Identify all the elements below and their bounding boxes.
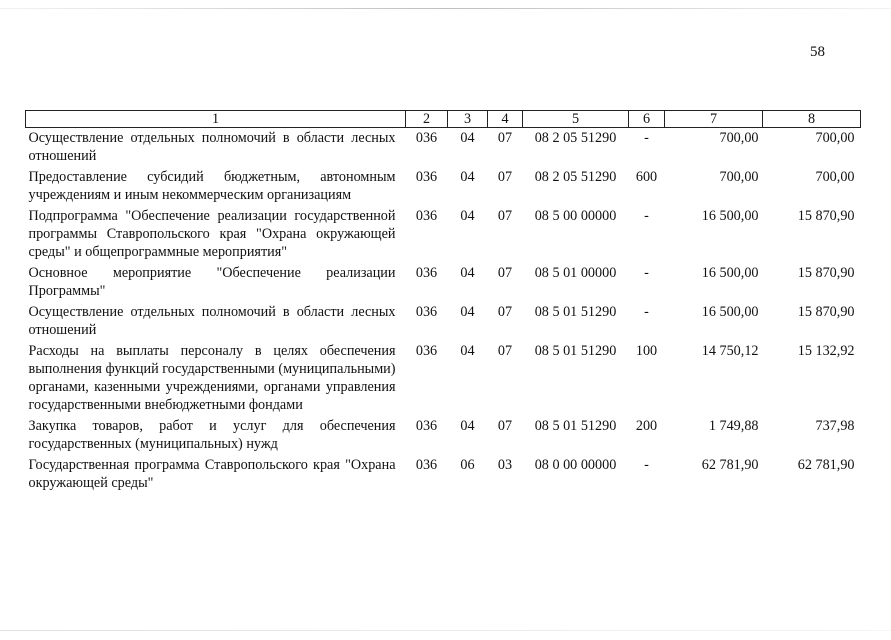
header-col-1: 1 bbox=[26, 111, 406, 128]
scan-edge-bottom bbox=[0, 630, 891, 631]
expense-type-code: - bbox=[644, 304, 649, 320]
table-row bbox=[26, 263, 861, 302]
section-code: 04 bbox=[460, 169, 475, 185]
amount-col-7: 14 750,12 bbox=[701, 343, 759, 359]
header-col-6: 6 bbox=[629, 111, 665, 128]
table-row bbox=[26, 416, 861, 455]
section-code: 04 bbox=[460, 208, 475, 224]
target-article-code: 08 5 00 00000 bbox=[534, 208, 617, 224]
header-col-4: 4 bbox=[488, 111, 523, 128]
table-row bbox=[26, 128, 861, 168]
page-number: 58 bbox=[810, 44, 825, 60]
item-name: Закупка товаров, работ и услуг для обеспечения государственных (муниципальных) нужд bbox=[28, 418, 396, 452]
target-article-code: 08 5 01 51290 bbox=[534, 418, 617, 434]
ministry-code: 036 bbox=[415, 169, 438, 185]
ministry-code: 036 bbox=[415, 343, 438, 359]
expense-type-code: 100 bbox=[635, 343, 658, 359]
ministry-code: 036 bbox=[415, 130, 438, 146]
subsection-code: 07 bbox=[497, 418, 513, 434]
ministry-code: 036 bbox=[415, 265, 438, 281]
amount-col-8: 737,98 bbox=[815, 418, 855, 434]
amount-col-8: 15 870,90 bbox=[797, 265, 855, 281]
section-code: 04 bbox=[460, 304, 475, 320]
amount-col-7: 16 500,00 bbox=[701, 304, 759, 320]
target-article-code: 08 5 01 00000 bbox=[534, 265, 617, 281]
header-col-7: 7 bbox=[665, 111, 763, 128]
expense-type-code: 200 bbox=[635, 418, 658, 434]
expense-type-code: - bbox=[644, 457, 649, 473]
item-name: Расходы на выплаты персоналу в целях обеспечения выполнения функций государственными (муниципальными) органами, казенными учреждениями, органами управления государственными внебюджетными фондами bbox=[28, 343, 396, 413]
amount-col-7: 16 500,00 bbox=[701, 265, 759, 281]
ministry-code: 036 bbox=[415, 304, 438, 320]
section-code: 04 bbox=[460, 130, 475, 146]
amount-col-8: 15 870,90 bbox=[797, 208, 855, 224]
table-body bbox=[26, 128, 861, 495]
target-article-code: 08 5 01 51290 bbox=[534, 343, 617, 359]
item-name: Основное мероприятие "Обеспечение реализации Программы" bbox=[28, 265, 396, 299]
amount-col-7: 62 781,90 bbox=[701, 457, 759, 473]
header-col-5: 5 bbox=[523, 111, 629, 128]
section-code: 04 bbox=[460, 418, 475, 434]
header-col-3: 3 bbox=[448, 111, 488, 128]
subsection-code: 07 bbox=[497, 130, 513, 146]
target-article-code: 08 5 01 51290 bbox=[534, 304, 617, 320]
table-header bbox=[26, 111, 861, 128]
item-name: Государственная программа Ставропольского края "Охрана окружающей среды" bbox=[28, 457, 396, 491]
amount-col-7: 1 749,88 bbox=[708, 418, 759, 434]
item-name: Осуществление отдельных полномочий в области лесных отношений bbox=[28, 130, 396, 164]
header-col-2: 2 bbox=[406, 111, 448, 128]
amount-col-8: 15 132,92 bbox=[797, 343, 855, 359]
amount-col-7: 700,00 bbox=[719, 130, 759, 146]
amount-col-7: 700,00 bbox=[719, 169, 759, 185]
table-row bbox=[26, 341, 861, 416]
subsection-code: 07 bbox=[497, 343, 513, 359]
subsection-code: 07 bbox=[497, 169, 513, 185]
amount-col-7: 16 500,00 bbox=[701, 208, 759, 224]
ministry-code: 036 bbox=[415, 208, 438, 224]
table-row bbox=[26, 302, 861, 341]
amount-col-8: 15 870,90 bbox=[797, 304, 855, 320]
item-name: Предоставление субсидий бюджетным, автономным учреждениям и иным некоммерческим организациям bbox=[28, 169, 396, 203]
subsection-code: 07 bbox=[497, 265, 513, 281]
section-code: 04 bbox=[460, 265, 475, 281]
item-name: Подпрограмма "Обеспечение реализации государственной программы Ставропольского края "Охрана окружающей среды" и общепрограммные мероприятия" bbox=[28, 208, 396, 260]
expense-type-code: - bbox=[644, 208, 649, 224]
expense-type-code: 600 bbox=[635, 169, 658, 185]
header-row bbox=[26, 111, 861, 128]
table-row bbox=[26, 167, 861, 206]
expense-type-code: - bbox=[644, 130, 649, 146]
amount-col-8: 62 781,90 bbox=[797, 457, 855, 473]
amount-col-8: 700,00 bbox=[815, 169, 855, 185]
budget-table bbox=[25, 110, 861, 494]
target-article-code: 08 2 05 51290 bbox=[534, 130, 617, 146]
subsection-code: 07 bbox=[497, 304, 513, 320]
target-article-code: 08 0 00 00000 bbox=[534, 457, 617, 473]
header-col-8: 8 bbox=[763, 111, 861, 128]
ministry-code: 036 bbox=[415, 418, 438, 434]
subsection-code: 03 bbox=[497, 457, 513, 473]
table-row bbox=[26, 455, 861, 494]
expense-type-code: - bbox=[644, 265, 649, 281]
amount-col-8: 700,00 bbox=[815, 130, 855, 146]
target-article-code: 08 2 05 51290 bbox=[534, 169, 617, 185]
table-row bbox=[26, 206, 861, 263]
item-name: Осуществление отдельных полномочий в области лесных отношений bbox=[28, 304, 396, 338]
ministry-code: 036 bbox=[415, 457, 438, 473]
scan-edge-top bbox=[0, 8, 891, 9]
section-code: 06 bbox=[460, 457, 475, 473]
subsection-code: 07 bbox=[497, 208, 513, 224]
section-code: 04 bbox=[460, 343, 475, 359]
